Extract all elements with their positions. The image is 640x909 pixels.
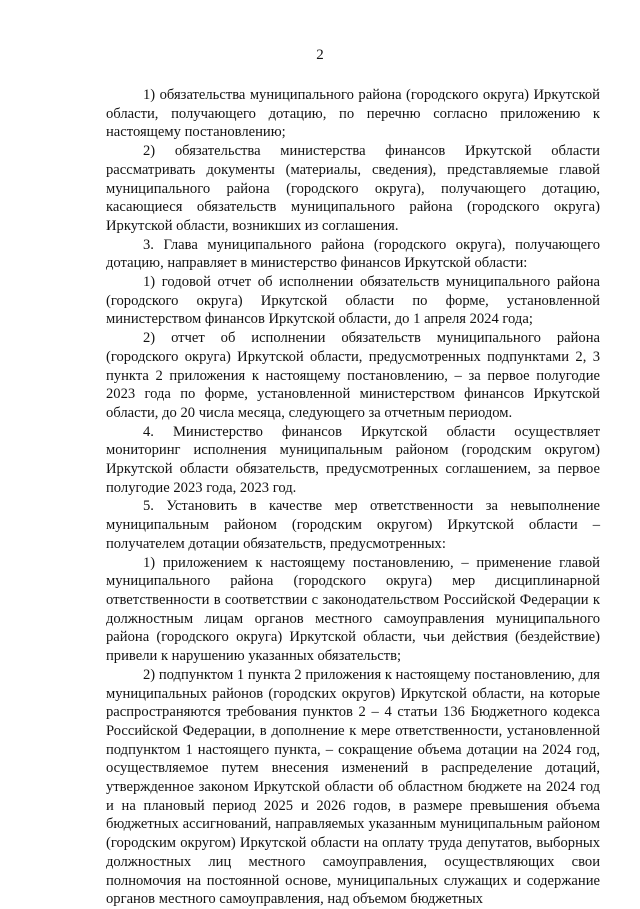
- paragraph-5: 5. Установить в качестве мер ответственности за невыполнение муниципальным районом (городским округом) Иркутской области – получателем дотации обязательств, предусмотренных:: [106, 498, 600, 552]
- page-number: 2: [316, 47, 324, 63]
- paragraph-obligations-ministry: 2) обязательства министерства финансов Иркутской области рассматривать документы (материалы, сведения), представляемые главой муниципального района (городского округа), получающего дотацию, касающиеся обязательств муниципального района (городского округа) Иркутской области, возникших из соглашения.: [106, 143, 600, 234]
- paragraph-5-subitem-1: 1) приложением к настоящему постановлению, – применение главой муниципального района (городского округа) мер дисциплинарной ответственности в соответствии с законодательством Российской Федерации к должностным лицам органов местного самоуправления муниципального района (городского округа) Иркутской области, чьи действия (бездействие) привели к нарушению указанных обязательств;: [106, 554, 600, 665]
- document-body: [106, 86, 600, 909]
- paragraph-5-subitem-2: 2) подпунктом 1 пункта 2 приложения к настоящему постановлению, для муниципальных районов (городских округов) Иркутской области, на которые распространяются требования пунктов 2 – 4 статьи 136 Бюджетного кодекса Российской Федерации, в дополнение к мере ответственности, установленной подпунктом 1 настоящего пункта, – сокращение объема дотации на 2024 год, осуществляемое путем внесения изменений в распределение дотаций, утвержденное законом Иркутской области об областном бюджете на 2024 год и на плановый период 2025 и 2026 годов, в размере превышения объема бюджетных ассигнований, направляемых указанным муниципальным районом (городским округом) Иркутской области на оплату труда депутатов, выборных должностных лиц местного самоуправления, осуществляющих свои полномочия на постоянной основе, муниципальных служащих и содержание органов местного самоуправления, над объемом бюджетных: [106, 666, 600, 908]
- paragraph-4: 4. Министерство финансов Иркутской области осуществляет мониторинг исполнения муниципальным районом (городским округом) Иркутской области обязательств, предусмотренных соглашением, за первое полугодие 2023 года, 2023 год.: [106, 423, 600, 496]
- paragraph-3: 3. Глава муниципального района (городского округа), получающего дотацию, направляет в министерство финансов Иркутской области:: [106, 236, 600, 272]
- paragraph-3-subitem-2: 2) отчет об исполнении обязательств муниципального района (городского округа) Иркутской области, предусмотренных подпунктами 2, 3 пункта 2 приложения к настоящему постановлению, – за первое полугодие 2023 года по форме, установленной министерством финансов Иркутской области, до 20 числа месяца, следующего за отчетным периодом.: [106, 330, 600, 421]
- paragraph-obligations-municipal: 1) обязательства муниципального района (городского округа) Иркутской области, получающего дотацию, по перечню согласно приложению к настоящему постановлению;: [106, 87, 600, 141]
- paragraph-3-subitem-1: 1) годовой отчет об исполнении обязательств муниципального района (городского округа) Иркутской области по форме, установленной министерством финансов Иркутской области, до 1 апреля 2024 года;: [106, 274, 600, 328]
